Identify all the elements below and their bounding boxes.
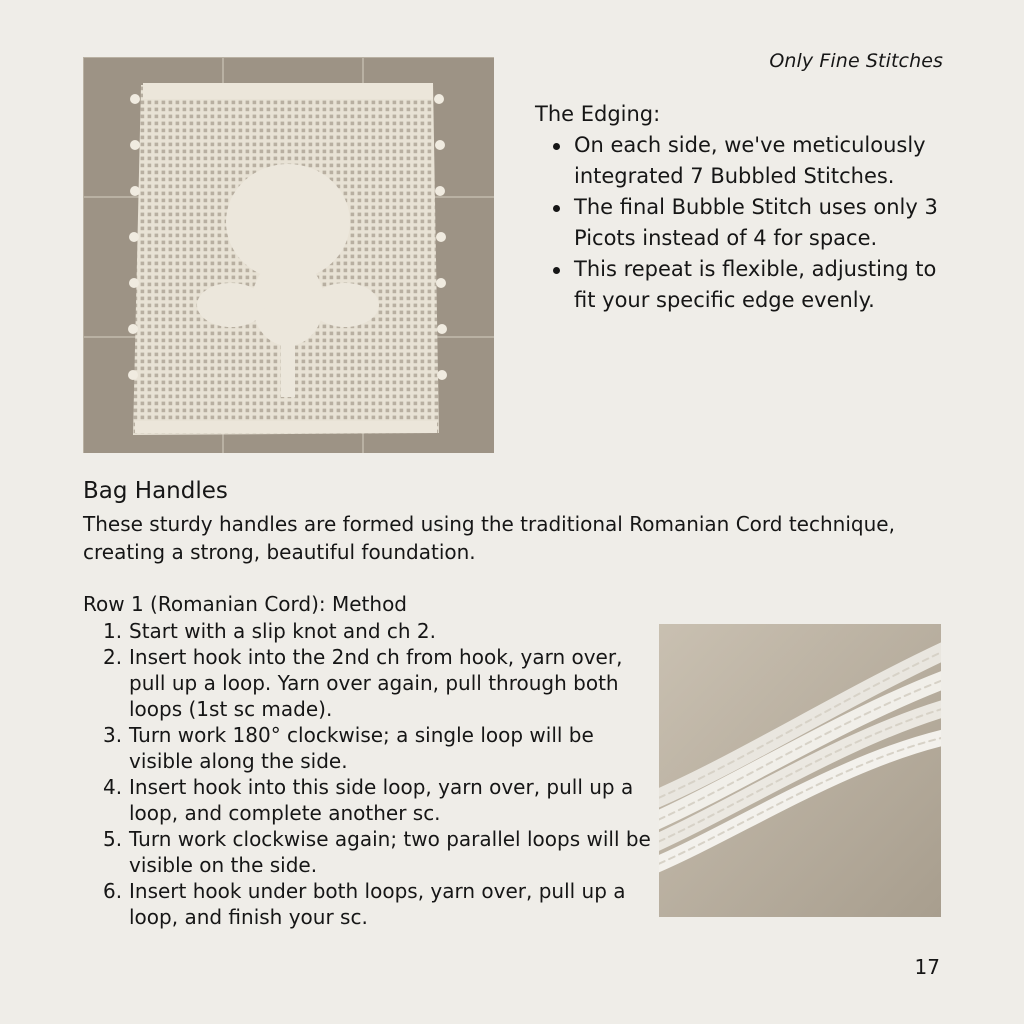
step-text: Insert hook into the 2nd ch from hook, yarn over, pull up a loop. Yarn over again, pull through both loops (1st sc made). — [129, 645, 623, 721]
step-number: 4. — [103, 775, 123, 799]
romanian-cord-photo — [659, 624, 941, 917]
step-number: 2. — [103, 645, 123, 669]
step-number: 3. — [103, 723, 123, 747]
edging-title: The Edging: — [535, 102, 661, 126]
step-text: Start with a slip knot and ch 2. — [129, 619, 436, 643]
row-title: Row 1 (Romanian Cord): Method — [83, 592, 408, 616]
edging-bullet: This repeat is flexible, adjusting to fit your specific edge evenly. — [535, 254, 955, 316]
step-text: Insert hook into this side loop, yarn over, pull up a loop, and complete another sc. — [129, 775, 634, 825]
bag-handles-intro: These sturdy handles are formed using the traditional Romanian Cord technique, creating a strong, beautiful foundation. — [83, 512, 895, 564]
step-text: Turn work clockwise again; two parallel loops will be visible on the side. — [129, 827, 651, 877]
step-number: 5. — [103, 827, 123, 851]
step-number: 1. — [103, 619, 123, 643]
edging-bullet-list — [535, 130, 955, 316]
step-item — [83, 722, 653, 774]
step-item — [83, 774, 653, 826]
step-item — [83, 826, 653, 878]
edging-bullet: On each side, we've meticulously integrated 7 Bubbled Stitches. — [535, 130, 955, 192]
crochet-bag-photo — [83, 57, 494, 453]
step-item — [83, 878, 653, 930]
step-text: Insert hook under both loops, yarn over, pull up a loop, and finish your sc. — [129, 879, 626, 929]
step-item — [83, 618, 653, 644]
edging-section — [535, 99, 955, 316]
step-text: Turn work 180° clockwise; a single loop will be visible along the side. — [129, 723, 594, 773]
bag-handles-title: Bag Handles — [83, 478, 228, 504]
edging-bullet: The final Bubble Stitch uses only 3 Picots instead of 4 for space. — [535, 192, 955, 254]
brand-header: Only Fine Stitches — [769, 50, 943, 72]
steps-list — [83, 618, 653, 930]
step-item — [83, 644, 653, 722]
step-number: 6. — [103, 879, 123, 903]
page-number: 17 — [914, 955, 940, 979]
